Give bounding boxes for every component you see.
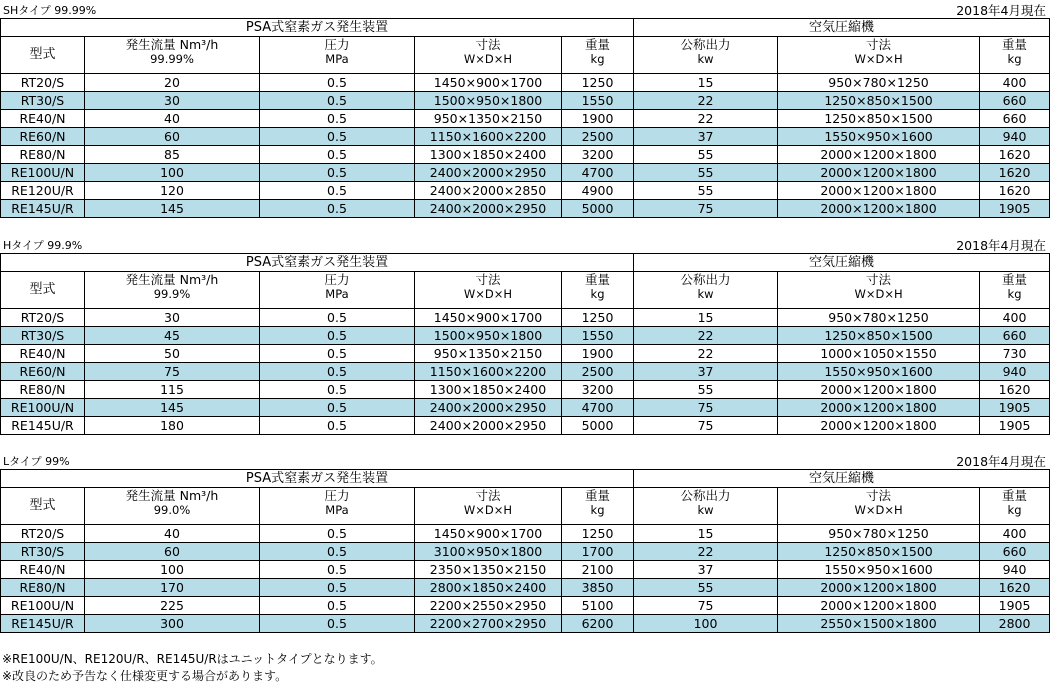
header-pressure-label: 圧力 [324, 272, 350, 287]
cell-flow: 75 [85, 363, 260, 381]
cell-flow: 145 [85, 200, 260, 218]
cell-comp-weight: 940 [980, 363, 1050, 381]
header-pressure-unit: MPa [325, 503, 349, 517]
group-header-row [1, 254, 1050, 272]
cell-pressure: 0.5 [260, 146, 415, 164]
cell-comp-weight: 1905 [980, 399, 1050, 417]
header-cweight-unit: kg [1007, 503, 1022, 517]
spec-table [0, 18, 1050, 218]
cell-comp-weight: 940 [980, 128, 1050, 146]
cell-comp-dimensions: 1550×950×1600 [778, 363, 980, 381]
header-comp-dimensions [778, 488, 980, 525]
header-dimensions [415, 272, 562, 309]
cell-comp-weight: 400 [980, 525, 1050, 543]
section-date: 2018年4月現在 [956, 3, 1046, 18]
cell-pressure: 0.5 [260, 128, 415, 146]
cell-pressure: 0.5 [260, 74, 415, 92]
section-sh [0, 0, 1050, 218]
cell-comp-weight: 660 [980, 543, 1050, 561]
column-header-row [1, 37, 1050, 74]
cell-comp-dimensions: 2000×1200×1800 [778, 399, 980, 417]
cell-weight: 6200 [562, 615, 634, 633]
cell-weight: 1900 [562, 345, 634, 363]
header-power [634, 488, 778, 525]
group-psa: PSA式窒素ガス発生装置 [1, 19, 634, 37]
cell-power: 75 [634, 399, 778, 417]
header-flow-label: 発生流量 Nm³/h [125, 37, 219, 52]
cell-power: 55 [634, 182, 778, 200]
cell-weight: 3850 [562, 579, 634, 597]
cell-weight: 1250 [562, 309, 634, 327]
cell-flow: 40 [85, 525, 260, 543]
cell-power: 15 [634, 525, 778, 543]
cell-flow: 120 [85, 182, 260, 200]
header-flow-label: 発生流量 Nm³/h [125, 488, 219, 503]
cell-comp-dimensions: 2000×1200×1800 [778, 164, 980, 182]
group-psa: PSA式窒素ガス発生装置 [1, 470, 634, 488]
cell-pressure: 0.5 [260, 200, 415, 218]
cell-weight: 3200 [562, 381, 634, 399]
section-date: 2018年4月現在 [956, 238, 1046, 253]
cell-flow: 40 [85, 110, 260, 128]
header-cweight-unit: kg [1007, 287, 1022, 301]
header-cweight-unit: kg [1007, 52, 1022, 66]
group-compressor: 空気圧縮機 [634, 19, 1050, 37]
cell-flow: 85 [85, 146, 260, 164]
cell-pressure: 0.5 [260, 417, 415, 435]
cell-power: 15 [634, 309, 778, 327]
header-weight [562, 488, 634, 525]
cell-model: RE145U/R [1, 417, 85, 435]
cell-pressure: 0.5 [260, 543, 415, 561]
cell-power: 55 [634, 381, 778, 399]
table-row [1, 615, 1050, 633]
header-comp-dimensions [778, 272, 980, 309]
header-dim-label: 寸法 [475, 37, 501, 52]
header-cdim-unit: W×D×H [854, 52, 903, 66]
cell-comp-dimensions: 2000×1200×1800 [778, 579, 980, 597]
header-weight-unit: kg [590, 52, 605, 66]
cell-comp-weight: 1905 [980, 597, 1050, 615]
table-row [1, 417, 1050, 435]
header-model: 型式 [1, 272, 85, 309]
cell-model: RE60/N [1, 128, 85, 146]
section-h [0, 235, 1050, 435]
cell-weight: 4700 [562, 164, 634, 182]
table-row [1, 182, 1050, 200]
header-purity: 99.0% [153, 503, 191, 517]
header-power-unit: kw [697, 52, 714, 66]
cell-comp-dimensions: 2000×1200×1800 [778, 381, 980, 399]
footnote-unit-type: ※RE100U/N、RE120U/R、RE145U/Rはユニットタイプとなります。 [2, 652, 383, 666]
cell-comp-weight: 400 [980, 74, 1050, 92]
group-psa: PSA式窒素ガス発生装置 [1, 254, 634, 272]
cell-dimensions: 2400×2000×2950 [415, 399, 562, 417]
table-row [1, 363, 1050, 381]
cell-comp-weight: 1905 [980, 200, 1050, 218]
cell-dimensions: 1500×950×1800 [415, 92, 562, 110]
table-row [1, 200, 1050, 218]
cell-comp-dimensions: 2000×1200×1800 [778, 146, 980, 164]
header-cdim-label: 寸法 [866, 488, 892, 503]
table-row [1, 561, 1050, 579]
cell-power: 37 [634, 363, 778, 381]
section-label: Hタイプ 99.9% [3, 239, 83, 252]
cell-dimensions: 3100×950×1800 [415, 543, 562, 561]
cell-weight: 1700 [562, 543, 634, 561]
header-power-unit: kw [697, 503, 714, 517]
cell-dimensions: 1300×1850×2400 [415, 146, 562, 164]
header-comp-weight [980, 488, 1050, 525]
header-comp-weight [980, 272, 1050, 309]
cell-model: RE40/N [1, 345, 85, 363]
cell-comp-dimensions: 2550×1500×1800 [778, 615, 980, 633]
cell-comp-weight: 1905 [980, 417, 1050, 435]
header-power-unit: kw [697, 287, 714, 301]
cell-model: RE145U/R [1, 615, 85, 633]
cell-flow: 300 [85, 615, 260, 633]
cell-model: RE100U/N [1, 399, 85, 417]
cell-dimensions: 1150×1600×2200 [415, 363, 562, 381]
group-header-row [1, 19, 1050, 37]
table-row [1, 327, 1050, 345]
cell-dimensions: 1300×1850×2400 [415, 381, 562, 399]
cell-weight: 1250 [562, 74, 634, 92]
cell-pressure: 0.5 [260, 615, 415, 633]
header-power-label: 公称出力 [680, 488, 731, 503]
table-row [1, 74, 1050, 92]
cell-comp-weight: 660 [980, 110, 1050, 128]
cell-comp-dimensions: 950×780×1250 [778, 74, 980, 92]
cell-pressure: 0.5 [260, 110, 415, 128]
cell-dimensions: 2400×2000×2850 [415, 182, 562, 200]
header-weight-label: 重量 [585, 37, 611, 52]
cell-model: RE100U/N [1, 597, 85, 615]
cell-weight: 4700 [562, 399, 634, 417]
header-pressure-unit: MPa [325, 287, 349, 301]
header-flow [85, 37, 260, 74]
cell-comp-weight: 1620 [980, 182, 1050, 200]
table-row [1, 146, 1050, 164]
cell-power: 15 [634, 74, 778, 92]
cell-weight: 1550 [562, 92, 634, 110]
header-pressure-unit: MPa [325, 52, 349, 66]
cell-comp-weight: 1620 [980, 381, 1050, 399]
cell-power: 100 [634, 615, 778, 633]
header-flow-label: 発生流量 Nm³/h [125, 272, 219, 287]
cell-flow: 100 [85, 164, 260, 182]
cell-dimensions: 1450×900×1700 [415, 525, 562, 543]
table-row [1, 128, 1050, 146]
cell-weight: 1250 [562, 525, 634, 543]
header-purity: 99.9% [153, 287, 191, 301]
header-dimensions [415, 488, 562, 525]
cell-power: 37 [634, 128, 778, 146]
table-body [1, 309, 1050, 435]
cell-pressure: 0.5 [260, 182, 415, 200]
cell-dimensions: 2800×1850×2400 [415, 579, 562, 597]
section-label: SHタイプ 99.99% [3, 4, 97, 17]
header-cdim-unit: W×D×H [854, 503, 903, 517]
header-pressure [260, 488, 415, 525]
cell-pressure: 0.5 [260, 327, 415, 345]
cell-dimensions: 2200×2700×2950 [415, 615, 562, 633]
header-dim-label: 寸法 [475, 488, 501, 503]
cell-comp-dimensions: 1250×850×1500 [778, 92, 980, 110]
footnotes [2, 651, 383, 685]
cell-pressure: 0.5 [260, 309, 415, 327]
header-model: 型式 [1, 488, 85, 525]
header-model: 型式 [1, 37, 85, 74]
cell-comp-dimensions: 1250×850×1500 [778, 110, 980, 128]
cell-flow: 30 [85, 309, 260, 327]
cell-model: RE40/N [1, 110, 85, 128]
table-body [1, 525, 1050, 633]
cell-power: 55 [634, 579, 778, 597]
cell-pressure: 0.5 [260, 597, 415, 615]
header-cweight-label: 重量 [1002, 488, 1028, 503]
cell-flow: 170 [85, 579, 260, 597]
cell-power: 55 [634, 164, 778, 182]
table-row [1, 579, 1050, 597]
cell-weight: 4900 [562, 182, 634, 200]
cell-model: RT20/S [1, 309, 85, 327]
cell-weight: 2500 [562, 363, 634, 381]
cell-flow: 30 [85, 92, 260, 110]
header-cweight-label: 重量 [1002, 272, 1028, 287]
cell-flow: 115 [85, 381, 260, 399]
section-l [0, 451, 1050, 633]
cell-comp-weight: 400 [980, 309, 1050, 327]
cell-comp-weight: 2800 [980, 615, 1050, 633]
cell-pressure: 0.5 [260, 345, 415, 363]
cell-pressure: 0.5 [260, 92, 415, 110]
header-comp-weight [980, 37, 1050, 74]
header-weight-label: 重量 [585, 488, 611, 503]
cell-comp-dimensions: 1550×950×1600 [778, 561, 980, 579]
cell-comp-dimensions: 1550×950×1600 [778, 128, 980, 146]
cell-dimensions: 2350×1350×2150 [415, 561, 562, 579]
cell-power: 37 [634, 561, 778, 579]
cell-model: RE40/N [1, 561, 85, 579]
header-weight-unit: kg [590, 503, 605, 517]
cell-model: RE145U/R [1, 200, 85, 218]
section-header [0, 0, 1050, 18]
header-comp-dimensions [778, 37, 980, 74]
cell-flow: 45 [85, 327, 260, 345]
cell-flow: 60 [85, 543, 260, 561]
cell-comp-dimensions: 2000×1200×1800 [778, 182, 980, 200]
cell-power: 22 [634, 327, 778, 345]
cell-power: 55 [634, 146, 778, 164]
header-weight-unit: kg [590, 287, 605, 301]
header-weight [562, 272, 634, 309]
table-row [1, 381, 1050, 399]
cell-model: RT30/S [1, 327, 85, 345]
cell-model: RE120U/R [1, 182, 85, 200]
header-power [634, 37, 778, 74]
cell-weight: 2500 [562, 128, 634, 146]
table-row [1, 92, 1050, 110]
cell-dimensions: 1150×1600×2200 [415, 128, 562, 146]
header-flow [85, 488, 260, 525]
cell-dimensions: 2200×2550×2950 [415, 597, 562, 615]
cell-power: 22 [634, 345, 778, 363]
cell-comp-weight: 730 [980, 345, 1050, 363]
cell-model: RE80/N [1, 146, 85, 164]
cell-comp-weight: 660 [980, 92, 1050, 110]
group-header-row [1, 470, 1050, 488]
spec-table [0, 469, 1050, 633]
header-weight [562, 37, 634, 74]
cell-weight: 5000 [562, 200, 634, 218]
table-row [1, 525, 1050, 543]
column-header-row [1, 272, 1050, 309]
cell-pressure: 0.5 [260, 525, 415, 543]
cell-flow: 50 [85, 345, 260, 363]
cell-comp-dimensions: 1000×1050×1550 [778, 345, 980, 363]
cell-dimensions: 1450×900×1700 [415, 309, 562, 327]
header-cdim-label: 寸法 [866, 272, 892, 287]
cell-comp-weight: 660 [980, 327, 1050, 345]
cell-pressure: 0.5 [260, 164, 415, 182]
header-dimensions [415, 37, 562, 74]
cell-weight: 3200 [562, 146, 634, 164]
cell-dimensions: 1450×900×1700 [415, 74, 562, 92]
cell-model: RE80/N [1, 579, 85, 597]
cell-weight: 1550 [562, 327, 634, 345]
table-row [1, 164, 1050, 182]
cell-model: RT20/S [1, 525, 85, 543]
cell-comp-dimensions: 950×780×1250 [778, 525, 980, 543]
header-flow [85, 272, 260, 309]
table-row [1, 345, 1050, 363]
cell-weight: 1900 [562, 110, 634, 128]
cell-model: RT30/S [1, 543, 85, 561]
cell-comp-weight: 1620 [980, 146, 1050, 164]
header-power [634, 272, 778, 309]
cell-comp-dimensions: 1250×850×1500 [778, 543, 980, 561]
cell-power: 75 [634, 597, 778, 615]
section-label: Lタイプ 99% [3, 455, 70, 468]
header-pressure-label: 圧力 [324, 37, 350, 52]
table-row [1, 309, 1050, 327]
header-pressure [260, 37, 415, 74]
cell-model: RT20/S [1, 74, 85, 92]
cell-pressure: 0.5 [260, 363, 415, 381]
header-pressure-label: 圧力 [324, 488, 350, 503]
cell-model: RT30/S [1, 92, 85, 110]
header-cdim-label: 寸法 [866, 37, 892, 52]
header-cdim-unit: W×D×H [854, 287, 903, 301]
cell-pressure: 0.5 [260, 579, 415, 597]
cell-comp-dimensions: 2000×1200×1800 [778, 417, 980, 435]
cell-flow: 100 [85, 561, 260, 579]
header-dim-unit: W×D×H [463, 287, 513, 301]
table-row [1, 597, 1050, 615]
section-date: 2018年4月現在 [956, 454, 1046, 469]
cell-flow: 225 [85, 597, 260, 615]
cell-weight: 2100 [562, 561, 634, 579]
cell-power: 22 [634, 543, 778, 561]
cell-weight: 5100 [562, 597, 634, 615]
cell-pressure: 0.5 [260, 381, 415, 399]
header-pressure [260, 272, 415, 309]
cell-model: RE100U/N [1, 164, 85, 182]
header-cweight-label: 重量 [1002, 37, 1028, 52]
cell-dimensions: 950×1350×2150 [415, 345, 562, 363]
header-dim-unit: W×D×H [463, 503, 513, 517]
cell-power: 22 [634, 110, 778, 128]
cell-pressure: 0.5 [260, 399, 415, 417]
header-power-label: 公称出力 [680, 37, 731, 52]
cell-comp-weight: 940 [980, 561, 1050, 579]
header-weight-label: 重量 [585, 272, 611, 287]
header-dim-unit: W×D×H [463, 52, 513, 66]
group-compressor: 空気圧縮機 [634, 254, 1050, 272]
footnote-spec-change: ※改良のため予告なく仕様変更する場合があります。 [2, 669, 288, 683]
cell-power: 75 [634, 417, 778, 435]
table-row [1, 399, 1050, 417]
section-header [0, 235, 1050, 253]
cell-flow: 180 [85, 417, 260, 435]
cell-flow: 20 [85, 74, 260, 92]
cell-power: 22 [634, 92, 778, 110]
cell-comp-weight: 1620 [980, 579, 1050, 597]
cell-comp-dimensions: 2000×1200×1800 [778, 597, 980, 615]
cell-dimensions: 2400×2000×2950 [415, 417, 562, 435]
cell-comp-weight: 1620 [980, 164, 1050, 182]
table-row [1, 543, 1050, 561]
cell-model: RE80/N [1, 381, 85, 399]
cell-power: 75 [634, 200, 778, 218]
cell-pressure: 0.5 [260, 561, 415, 579]
header-dim-label: 寸法 [475, 272, 501, 287]
section-header [0, 451, 1050, 469]
cell-comp-dimensions: 950×780×1250 [778, 309, 980, 327]
cell-dimensions: 950×1350×2150 [415, 110, 562, 128]
header-power-label: 公称出力 [680, 272, 731, 287]
cell-flow: 145 [85, 399, 260, 417]
spec-table [0, 253, 1050, 435]
table-row [1, 110, 1050, 128]
cell-comp-dimensions: 2000×1200×1800 [778, 200, 980, 218]
header-purity: 99.99% [150, 52, 194, 66]
group-compressor: 空気圧縮機 [634, 470, 1050, 488]
cell-dimensions: 2400×2000×2950 [415, 164, 562, 182]
cell-dimensions: 1500×950×1800 [415, 327, 562, 345]
cell-comp-dimensions: 1250×850×1500 [778, 327, 980, 345]
cell-model: RE60/N [1, 363, 85, 381]
column-header-row [1, 488, 1050, 525]
cell-dimensions: 2400×2000×2950 [415, 200, 562, 218]
cell-flow: 60 [85, 128, 260, 146]
cell-weight: 5000 [562, 417, 634, 435]
table-body [1, 74, 1050, 218]
